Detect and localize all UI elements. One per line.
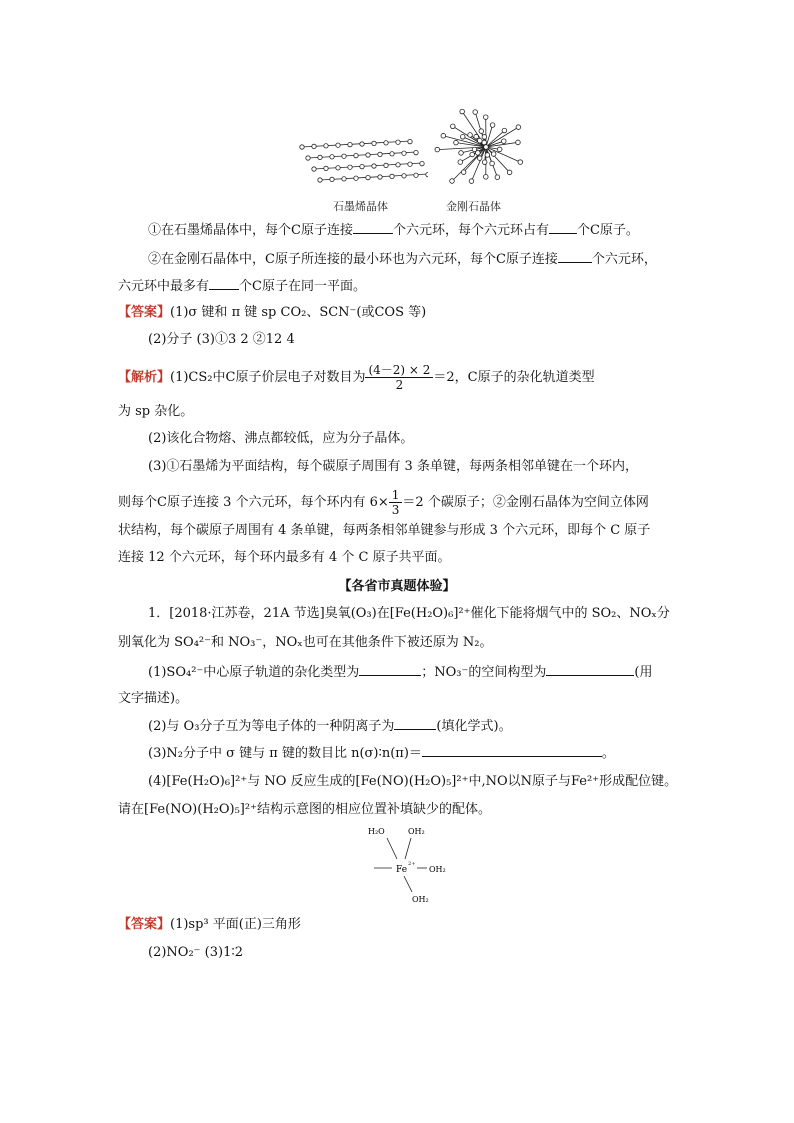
carbon-atom [342, 177, 346, 181]
carbon-atom [408, 162, 412, 166]
carbon-atom [516, 125, 521, 130]
carbon-atom [460, 134, 465, 139]
carbon-atom [482, 140, 487, 145]
carbon-atom [390, 152, 394, 156]
carbon-atom [396, 140, 400, 144]
carbon-atom [360, 164, 364, 168]
carbon-atom [336, 143, 340, 147]
carbon-atom [372, 164, 376, 168]
carbon-atom [516, 140, 521, 145]
carbon-atom [402, 151, 406, 155]
answer2-line1: 【答案】(1)sp³ 平面(正)三角形 [118, 917, 301, 932]
carbon-atom [490, 123, 495, 128]
carbon-atom [483, 175, 488, 180]
carbon-atom [366, 175, 370, 179]
carbon-atom [402, 174, 406, 178]
carbon-atom [435, 147, 440, 152]
carbon-atom [330, 155, 334, 159]
carbon-atom [458, 160, 463, 165]
carbon-atom [460, 109, 465, 114]
carbon-atom [459, 151, 464, 156]
carbon-atom [354, 176, 358, 180]
fe-center: Fe [396, 865, 408, 875]
carbon-atom [484, 145, 489, 150]
fraction: $\frac{(4-2) \times 2}{2}$ [365, 363, 433, 392]
carbon-atom [378, 175, 382, 179]
carbon-atom [396, 163, 400, 167]
carbon-atom [441, 133, 446, 138]
carbon-atom [318, 155, 322, 159]
carbon-atom [336, 166, 340, 170]
carbon-atom [408, 139, 412, 143]
fraction: $\frac{1}{3}$ [389, 488, 403, 517]
carbon-atom [470, 152, 475, 157]
problem1-line1: 1．[2018·江苏卷，21A 节选]臭氧(O₃)在[Fe(H₂O)₆]²⁺催化下能将烟气中的 SO₂、NOₓ分 [148, 606, 670, 621]
carbon-atom [479, 129, 484, 134]
graphene-crystal-figure [298, 130, 428, 194]
analysis-line7: 连接 12 个六元环，每个环内最多有 4 个 C 原子共平面。 [118, 550, 451, 565]
carbon-atom [312, 144, 316, 148]
answer-blank[interactable] [209, 276, 239, 290]
diamond-crystal-figure [432, 95, 528, 197]
analysis-line5: 则每个C原子连接 3 个六元环，每个环内有 6× $\frac{1}{3}$ ＝2 个碳原子；②金刚石晶体为空间立体网 [118, 488, 649, 517]
carbon-atom [497, 147, 502, 152]
fe-complex-diagram [360, 822, 470, 908]
answer-tag: 【答案】 [118, 917, 171, 932]
ligand-oh2-top: OH₂ [408, 827, 425, 836]
carbon-atom [390, 174, 394, 178]
analysis-line2: 为 sp 杂化。 [118, 404, 194, 419]
carbon-atom [372, 141, 376, 145]
carbon-atom [450, 179, 455, 184]
diamond-caption: 金刚石晶体 [446, 200, 501, 213]
carbon-atom [348, 142, 352, 146]
analysis-line3: (2)该化合物熔、沸点都较低，应为分子晶体。 [148, 431, 414, 446]
carbon-atom [501, 139, 506, 144]
carbon-atom [420, 161, 424, 165]
graphene-caption: 石墨烯晶体 [333, 200, 388, 213]
carbon-atom [491, 152, 496, 157]
carbon-atom [414, 150, 418, 154]
analysis-line6: 状结构，每个碳原子周围有 4 条单键，每两条相邻单键参与形成 3 个六元环，即每个 C 原子 [118, 523, 651, 538]
carbon-atom [478, 138, 483, 143]
answer1-line2: (2)分子 (3)①3 2 ②12 4 [148, 332, 295, 347]
q3-item1: ①在石墨烯晶体中，每个C原子连接 个六元环，每个六元环占有 个C原子。 [148, 220, 708, 241]
carbon-atom [474, 134, 479, 139]
answer-blank[interactable] [558, 249, 592, 263]
carbon-atom [300, 145, 304, 149]
carbon-atom [490, 161, 495, 166]
carbon-atom [469, 179, 474, 184]
carbon-atom [414, 173, 418, 177]
carbon-atom [454, 140, 459, 145]
carbon-atom [477, 156, 482, 161]
ligand-h2o-left: H₂O [368, 827, 385, 836]
problem1-line6: (3)N₂分子中 σ 键与 π 键的数目比 n(σ)∶n(π)＝ 。 [148, 743, 708, 764]
carbon-atom [482, 160, 487, 165]
carbon-atom [384, 163, 388, 167]
q3-item2-cont: 六元环中最多有 个C原子在同一平面。 [118, 276, 678, 297]
problem1-line7: (4)[Fe(H₂O)₆]²⁺与 NO 反应生成的[Fe(NO)(H₂O)₅]²⁺中,NO以N原子与Fe²⁺形成配位键。 [148, 774, 678, 789]
carbon-atom [378, 152, 382, 156]
carbon-atom [318, 178, 322, 182]
problem1-line2: 别氧化为 SO₄²⁻和 NO₃⁻，NOₓ也可在其他条件下被还原为 N₂。 [118, 635, 493, 650]
carbon-atom [482, 135, 487, 140]
analysis-line1: 【解析】(1)CS₂中C原子价层电子对数目为 $\frac{(4-2) \times 2}{2}$ ＝2，C原子的杂化轨道类型 [118, 363, 595, 392]
answer-blank[interactable] [549, 220, 577, 234]
carbon-atom [468, 133, 473, 138]
answer-blank[interactable] [353, 220, 393, 234]
carbon-atom [507, 170, 512, 175]
carbon-atom [483, 115, 488, 120]
answer-tag: 【答案】 [118, 305, 171, 320]
q3-item2: ②在金刚石晶体中，C原子所连接的最小环也为六元环，每个C原子连接 个六元环， [148, 249, 708, 270]
carbon-atom [502, 128, 507, 133]
ligand-oh2-bottom: OH₂ [412, 895, 429, 904]
carbon-atom [354, 153, 358, 157]
answer-blank[interactable] [422, 743, 602, 757]
carbon-atom [342, 154, 346, 158]
ligand-oh2-right: OH₂ [429, 865, 446, 874]
section-title: 【各省市真题体验】 [338, 579, 456, 594]
answer2-line2: (2)NO₂⁻ (3)1∶2 [148, 945, 243, 960]
answer-blank[interactable] [546, 662, 634, 676]
carbon-atom [495, 175, 500, 180]
problem1-line4: 文字描述)。 [118, 691, 189, 706]
answer1-line1: 【答案】(1)σ 键和 π 键 sp CO₂、SCN⁻(或COS 等) [118, 305, 427, 320]
carbon-atom [360, 142, 364, 146]
carbon-atom [450, 124, 455, 129]
carbon-atom [384, 141, 388, 145]
carbon-atom [306, 156, 310, 160]
carbon-atom [366, 153, 370, 157]
answer-blank[interactable] [394, 716, 436, 730]
carbon-atom [324, 144, 328, 148]
analysis-line4: (3)①石墨烯为平面结构，每个碳原子周围有 3 条单键，每两条相邻单键在一个环内， [148, 459, 638, 474]
carbon-atom [330, 177, 334, 181]
carbon-atom [473, 110, 478, 115]
carbon-atom [476, 151, 481, 156]
analysis-tag: 【解析】 [118, 370, 171, 385]
problem1-line8: 请在[Fe(NO)(H₂O)₅]²⁺结构示意图的相应位置补填缺少的配体。 [118, 802, 491, 817]
carbon-atom [312, 167, 316, 171]
carbon-atom [426, 172, 428, 176]
problem1-line3: (1)SO₄²⁻中心原子轨道的杂化类型为 ；NO₃⁻的空间构型为 (用 [148, 662, 708, 683]
carbon-atom [485, 153, 490, 158]
carbon-atom [324, 166, 328, 170]
carbon-atom [518, 160, 523, 165]
problem1-line5: (2)与 O₃分子互为等电子体的一种阴离子为 (填化学式)。 [148, 716, 708, 737]
carbon-atom [461, 170, 466, 175]
carbon-atom [348, 165, 352, 169]
fe-charge: 2+ [408, 861, 416, 867]
answer-blank[interactable] [359, 662, 421, 676]
